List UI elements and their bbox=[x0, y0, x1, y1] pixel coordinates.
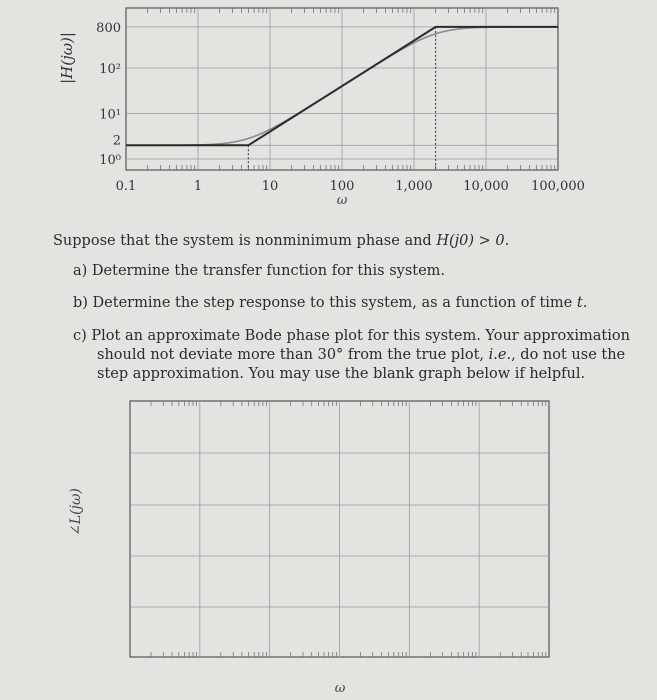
x-tick-label: 1,000 bbox=[395, 179, 433, 194]
ie-text: i.e. bbox=[488, 347, 512, 363]
question-b bbox=[73, 294, 587, 313]
question-intro bbox=[53, 232, 509, 251]
x-tick-label: 100 bbox=[329, 179, 355, 194]
y-tick-label: 2 bbox=[112, 133, 121, 149]
magnitude-plot bbox=[58, 8, 585, 208]
question-c-line3: step approximation. You may use the blank graph below if helpful. bbox=[97, 366, 586, 382]
y-axis-label: |H(jω)| bbox=[58, 32, 76, 84]
x-tick-label: 1 bbox=[193, 179, 203, 194]
question-b-text: b) Determine the step response to this system, as a function of time bbox=[73, 295, 577, 311]
x-tick-label: 10,000 bbox=[463, 179, 509, 194]
intro-condition: H(j0) > 0. bbox=[436, 233, 510, 249]
time-variable: t. bbox=[576, 295, 588, 311]
y-axis-label: ∠L(jω) bbox=[68, 488, 84, 536]
question-a: a) Determine the transfer function for this system. bbox=[73, 263, 446, 279]
question-c-text: should not deviate more than 30° from the true plot, bbox=[97, 347, 489, 363]
x-axis-label: ω bbox=[334, 681, 346, 696]
x-tick-label: 10 bbox=[261, 179, 279, 194]
y-tick-label: 800 bbox=[96, 20, 121, 36]
question-c-line1: c) Plot an approximate Bode phase plot for this system. Your approximation bbox=[73, 328, 630, 344]
intro-text: Suppose that the system is nonminimum phase and bbox=[53, 233, 437, 249]
question-c-text-2: , do not use the bbox=[511, 347, 626, 363]
y-tick-label: 10⁰ bbox=[99, 153, 121, 168]
question-c bbox=[73, 327, 630, 384]
question-c-line2 bbox=[73, 346, 630, 365]
y-tick-label: 10¹ bbox=[99, 107, 121, 123]
x-tick-label: 0.1 bbox=[115, 179, 137, 194]
x-axis-label: ω bbox=[336, 193, 348, 208]
phase-plot bbox=[68, 401, 549, 696]
y-tick-label: 10² bbox=[99, 62, 121, 77]
x-tick-label: 100,000 bbox=[531, 179, 585, 194]
